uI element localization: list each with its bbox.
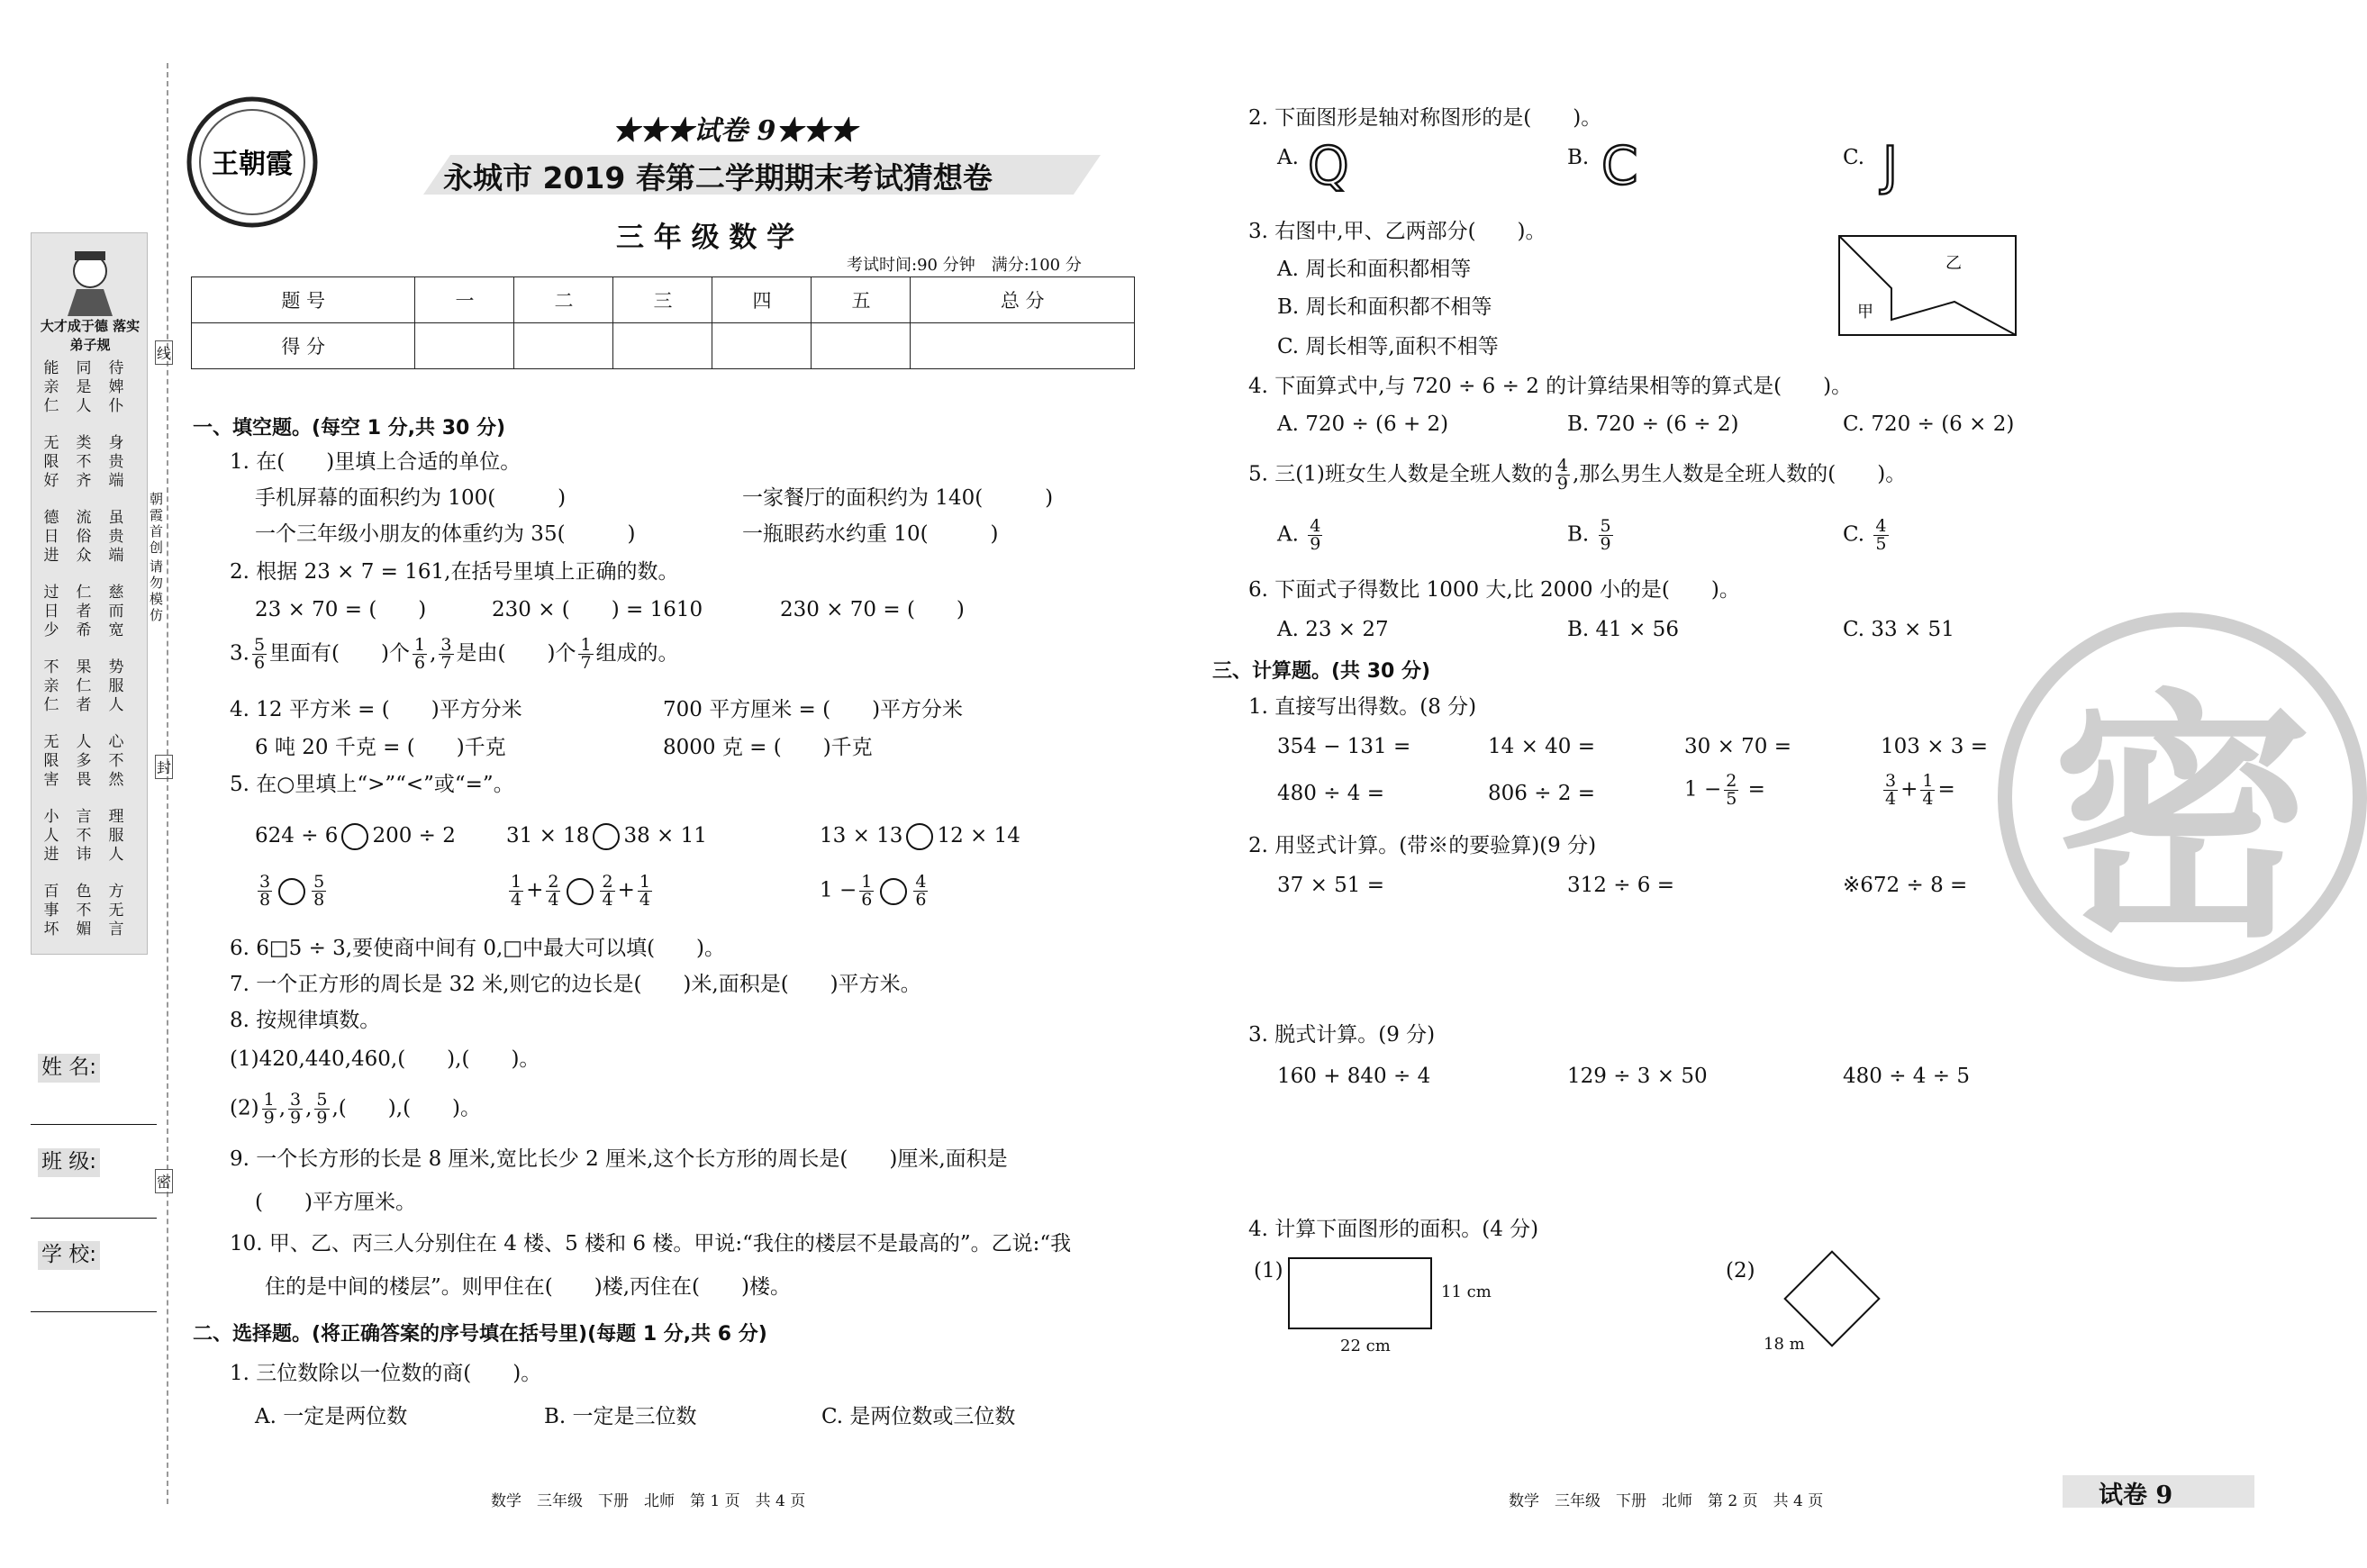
s1-q8: 8. 按规律填数。 bbox=[230, 1009, 381, 1032]
s1-q2b: 230 × ( ) = 1610 bbox=[492, 598, 703, 621]
s1-q5e: $\frac{1}{4}$ + $\frac{2}{4}$ $\frac{2}{4}$ + $\frac{1}{4}$ bbox=[511, 872, 650, 910]
s2-q5c: C. $\frac{4}{5}$ bbox=[1843, 516, 1887, 554]
fig1-width: 22 cm bbox=[1340, 1337, 1391, 1355]
s2-q1c: C. 是两位数或三位数 bbox=[821, 1405, 1016, 1428]
binding-mark-3: 密 bbox=[155, 1169, 173, 1193]
s3-q3c: 480 ÷ 4 ÷ 5 bbox=[1843, 1065, 1970, 1088]
score-cell[interactable] bbox=[712, 323, 812, 369]
fig1-label: (1) bbox=[1254, 1259, 1283, 1282]
logo-text: 王朝霞 bbox=[212, 149, 293, 180]
motto-column: 无限害 bbox=[43, 733, 59, 789]
s2-q4c: C. 720 ÷ (6 × 2) bbox=[1843, 412, 2015, 436]
s2-q5: 5. 三(1)班女生人数是全班人数的 $\frac{4}{9}$ ,那么男生人数是全班人数的( )。 bbox=[1248, 456, 1907, 494]
score-header-cell: 三 bbox=[613, 277, 712, 323]
motto-column: 虽贵端 bbox=[108, 509, 124, 565]
letter-q-icon: Q bbox=[1308, 135, 1349, 196]
s2-q6: 6. 下面式子得数比 1000 大,比 2000 小的是( )。 bbox=[1248, 578, 1740, 602]
s3-r2c: 1 − $\frac{2}{5}$ = bbox=[1684, 771, 1765, 809]
fraction: $\frac{1}{6}$ bbox=[414, 635, 426, 673]
region-yi-label: 乙 bbox=[1945, 254, 1962, 273]
s1-q2: 2. 根据 23 × 7 = 161,在括号里填上正确的数。 bbox=[230, 560, 679, 584]
s1-q4c: 6 吨 20 千克 = ( )千克 bbox=[255, 736, 506, 759]
motto-column: 势服人 bbox=[108, 658, 124, 714]
s3-q2c: ※672 ÷ 8 = bbox=[1843, 874, 1968, 897]
s3-r1-3: 103 × 3 = bbox=[1881, 735, 1989, 758]
score-input-row bbox=[192, 323, 1135, 369]
s3-r1-0: 354 − 131 = bbox=[1277, 735, 1411, 758]
motto-column: 言不讳 bbox=[76, 808, 92, 864]
score-header-cell: 四 bbox=[712, 277, 812, 323]
s3-q2a: 37 × 51 = bbox=[1277, 874, 1385, 897]
s3-q3a: 160 + 840 ÷ 4 bbox=[1277, 1065, 1431, 1088]
s3-q4: 4. 计算下面图形的面积。(4 分) bbox=[1248, 1218, 1539, 1241]
score-header-cell: 题 号 bbox=[192, 277, 415, 323]
rectangle-figure bbox=[1288, 1257, 1432, 1329]
s2-q3c: C. 周长相等,面积不相等 bbox=[1277, 335, 1499, 358]
s3-r2b: 806 ÷ 2 = bbox=[1488, 782, 1596, 805]
s1-q5f: 1 − $\frac{1}{6}$ $\frac{4}{6}$ bbox=[820, 872, 927, 910]
school-line[interactable] bbox=[31, 1311, 157, 1312]
s1-q1a: 手机屏幕的面积约为 100( ) bbox=[255, 486, 567, 510]
s3-r2d: $\frac{3}{4}$ + $\frac{1}{4}$ = bbox=[1885, 771, 1955, 809]
motto-column: 方无言 bbox=[108, 883, 124, 938]
s1-q5: 5. 在○里填上“>”“<”或“=”。 bbox=[230, 773, 514, 796]
s1-q8a: (1)420,440,460,( ),( )。 bbox=[230, 1047, 540, 1071]
binding-line bbox=[167, 63, 168, 1504]
vertical-note-1: 朝霞首创 bbox=[150, 491, 164, 556]
s1-q4d: 8000 克 = ( )千克 bbox=[663, 736, 873, 759]
name-label: 姓 名: bbox=[38, 1054, 100, 1083]
s1-q5d: $\frac{3}{8}$ $\frac{5}{8}$ bbox=[259, 872, 325, 910]
motto-column: 德日进 bbox=[43, 509, 59, 565]
s2-q4a: A. 720 ÷ (6 + 2) bbox=[1277, 412, 1449, 436]
score-cell[interactable] bbox=[415, 323, 514, 369]
s2-q5b: B. $\frac{5}{9}$ bbox=[1567, 516, 1611, 554]
score-cell[interactable] bbox=[613, 323, 712, 369]
s3-r1-2: 30 × 70 = bbox=[1684, 735, 1792, 758]
motto-column: 色不媚 bbox=[76, 883, 92, 938]
motto-column: 能亲仁 bbox=[43, 359, 59, 415]
s2-q1a: A. 一定是两位数 bbox=[255, 1405, 408, 1428]
s3-r1-1: 14 × 40 = bbox=[1488, 735, 1596, 758]
s3-r2a: 480 ÷ 4 = bbox=[1277, 782, 1385, 805]
footer-right: 数学 三年级 下册 北师 第 2 页 共 4 页 bbox=[1509, 1492, 1824, 1510]
motto-column: 待婢仆 bbox=[108, 359, 124, 415]
s1-q5b: 31 × 18 38 × 11 bbox=[506, 823, 707, 850]
compare-circle[interactable] bbox=[593, 823, 620, 850]
s1-q1b: 一家餐厅的面积约为 140( ) bbox=[742, 486, 1054, 510]
compare-circle[interactable] bbox=[880, 878, 907, 905]
motto-column: 流俗众 bbox=[76, 509, 92, 565]
s1-q8b: (2) $\frac{1}{9}$ , $\frac{3}{9}$ , $\frac{5}{9}$ ,( ),( )。 bbox=[230, 1090, 482, 1128]
motto-column: 果仁者 bbox=[76, 658, 92, 714]
s1-q6: 6. 6□5 ÷ 3,要使商中间有 0,□中最大可以填( )。 bbox=[230, 937, 726, 960]
exam-info: 考试时间:90 分钟 满分:100 分 bbox=[847, 256, 1082, 275]
score-header-cell: 二 bbox=[514, 277, 613, 323]
split-rectangle-figure bbox=[1837, 234, 2018, 337]
s1-q5a: 624 ÷ 6 200 ÷ 2 bbox=[255, 823, 456, 850]
s2-q6c: C. 33 × 51 bbox=[1843, 618, 1954, 641]
vertical-note-2: 请勿模仿 bbox=[150, 558, 164, 623]
s1-q5c: 13 × 13 12 × 14 bbox=[820, 823, 1020, 850]
section2-title: 二、选择题。(将正确答案的序号填在括号里)(每题 1 分,共 6 分) bbox=[193, 1323, 767, 1346]
sidebar-top-text: 大才成于德 落实弟子规 bbox=[40, 318, 141, 353]
s1-q2a: 23 × 70 = ( ) bbox=[255, 598, 427, 621]
s2-q4: 4. 下面算式中,与 720 ÷ 6 ÷ 2 的计算结果相等的算式是( )。 bbox=[1248, 375, 1853, 398]
section3-title: 三、计算题。(共 30 分) bbox=[1212, 660, 1431, 683]
motto-column: 百事坏 bbox=[43, 883, 59, 938]
s2-q3a: A. 周长和面积都相等 bbox=[1277, 258, 1472, 281]
motto-column: 慈而宽 bbox=[108, 584, 124, 639]
s1-q3: 3. $\frac{5}{6}$ 里面有( )个 $\frac{1}{6}$ , $\frac{3}{7}$ 是由( )个 $\frac{1}{7}$ 组成的。 bbox=[230, 635, 679, 673]
s2-q3b: B. 周长和面积都不相等 bbox=[1277, 295, 1492, 319]
s1-q9b: ( )平方厘米。 bbox=[255, 1191, 416, 1214]
motto-column: 过日少 bbox=[43, 584, 59, 639]
s3-q3: 3. 脱式计算。(9 分) bbox=[1248, 1023, 1436, 1047]
compare-circle[interactable] bbox=[906, 823, 933, 850]
binding-mark-1: 线 bbox=[155, 340, 173, 365]
subject-title: 三 年 级 数 学 bbox=[616, 222, 795, 254]
name-line[interactable] bbox=[31, 1124, 157, 1125]
score-table bbox=[191, 276, 1135, 369]
s2-q2a: A. bbox=[1277, 146, 1299, 169]
s2-q2b: B. bbox=[1567, 146, 1590, 169]
motto-column: 无限好 bbox=[43, 434, 59, 490]
s2-q4b: B. 720 ÷ (6 ÷ 2) bbox=[1567, 412, 1739, 436]
binding-mark-2: 封 bbox=[155, 755, 173, 779]
s3-q2b: 312 ÷ 6 = bbox=[1567, 874, 1675, 897]
compare-circle[interactable] bbox=[567, 878, 594, 905]
footer-left: 数学 三年级 下册 北师 第 1 页 共 4 页 bbox=[491, 1492, 806, 1510]
compare-circle[interactable] bbox=[278, 878, 305, 905]
s2-q3: 3. 右图中,甲、乙两部分( )。 bbox=[1248, 220, 1546, 243]
s2-q6b: B. 41 × 56 bbox=[1567, 618, 1679, 641]
score-header-cell: 五 bbox=[812, 277, 911, 323]
scholar-icon bbox=[59, 244, 122, 316]
motto-column: 不亲仁 bbox=[43, 658, 59, 714]
sidebar-motto-panel bbox=[31, 232, 148, 955]
motto-column: 小人进 bbox=[43, 808, 59, 864]
s3-q1: 1. 直接写出得数。(8 分) bbox=[1248, 695, 1477, 719]
score-cell[interactable] bbox=[911, 323, 1135, 369]
s3-q3b: 129 ÷ 3 × 50 bbox=[1567, 1065, 1708, 1088]
fig1-height: 11 cm bbox=[1441, 1282, 1492, 1301]
fraction: $\frac{3}{7}$ bbox=[440, 635, 452, 673]
s2-q5a: A. $\frac{4}{9}$ bbox=[1277, 516, 1321, 554]
school-label: 学 校: bbox=[38, 1241, 100, 1270]
score-cell[interactable] bbox=[514, 323, 613, 369]
s1-q1c: 一个三年级小朋友的体重约为 35( ) bbox=[255, 522, 636, 546]
motto-column: 身贵端 bbox=[108, 434, 124, 490]
s2-q1: 1. 三位数除以一位数的商( )。 bbox=[230, 1362, 542, 1385]
s1-q1d: 一瓶眼药水约重 10( ) bbox=[742, 522, 999, 546]
square-figure bbox=[1783, 1250, 1880, 1346]
motto-column: 同是人 bbox=[76, 359, 92, 415]
s1-q2c: 230 × 70 = ( ) bbox=[780, 598, 965, 621]
s1-q4b: 700 平方厘米 = ( )平方分米 bbox=[663, 698, 964, 721]
s1-q10b: 住的是中间的楼层”。则甲住在( )楼,丙住在( )楼。 bbox=[265, 1275, 791, 1299]
brand-logo bbox=[180, 90, 324, 234]
s2-q2: 2. 下面图形是轴对称图形的是( )。 bbox=[1248, 106, 1602, 130]
score-row-label: 得 分 bbox=[192, 323, 415, 369]
s1-q4a: 4. 12 平方米 = ( )平方分米 bbox=[230, 698, 522, 721]
score-cell[interactable] bbox=[812, 323, 911, 369]
s2-q1b: B. 一定是三位数 bbox=[544, 1405, 697, 1428]
class-line[interactable] bbox=[31, 1218, 157, 1219]
letter-j-icon: J bbox=[1882, 135, 1899, 196]
motto-column: 理服人 bbox=[108, 808, 124, 864]
section1-title: 一、填空题。(每空 1 分,共 30 分) bbox=[193, 417, 506, 440]
fig2-label: (2) bbox=[1726, 1259, 1755, 1282]
motto-column: 仁者希 bbox=[76, 584, 92, 639]
footer-badge: 试卷 9 bbox=[2099, 1482, 2173, 1509]
motto-column: 类不齐 bbox=[76, 434, 92, 490]
score-header-cell: 总 分 bbox=[911, 277, 1135, 323]
s1-q7: 7. 一个正方形的周长是 32 米,则它的边长是( )米,面积是( )平方米。 bbox=[230, 973, 921, 996]
secret-stamp: 密 bbox=[1998, 612, 2367, 982]
class-label: 班 级: bbox=[38, 1148, 100, 1177]
motto-column: 心不然 bbox=[108, 733, 124, 789]
page-title: 永城市 2019 春第二学期期末考试猜想卷 bbox=[443, 160, 993, 195]
s1-q9: 9. 一个长方形的长是 8 厘米,宽比长少 2 厘米,这个长方形的周长是( )厘米,面积是 bbox=[230, 1147, 1008, 1171]
region-jia-label: 甲 bbox=[1857, 303, 1873, 322]
compare-circle[interactable] bbox=[341, 823, 368, 850]
fraction: $\frac{5}{6}$ bbox=[253, 635, 266, 673]
s2-q2c: C. bbox=[1843, 146, 1865, 169]
motto-column: 人多畏 bbox=[76, 733, 92, 789]
score-header-cell: 一 bbox=[415, 277, 514, 323]
s2-q6a: A. 23 × 27 bbox=[1277, 618, 1389, 641]
s1-q1: 1. 在( )里填上合适的单位。 bbox=[230, 450, 521, 474]
fig2-side: 18 m bbox=[1764, 1335, 1805, 1354]
exam-badge: ★★★试卷 9★★★ bbox=[612, 115, 857, 147]
score-header-row bbox=[192, 277, 1135, 323]
s1-q10: 10. 甲、乙、丙三人分别住在 4 楼、5 楼和 6 楼。甲说:“我住的楼层不是最高的”。乙说:“我 bbox=[230, 1232, 1072, 1255]
letter-c-icon: C bbox=[1601, 135, 1638, 196]
s3-q2: 2. 用竖式计算。(带※的要验算)(9 分) bbox=[1248, 834, 1597, 857]
fraction: $\frac{1}{7}$ bbox=[580, 635, 592, 673]
